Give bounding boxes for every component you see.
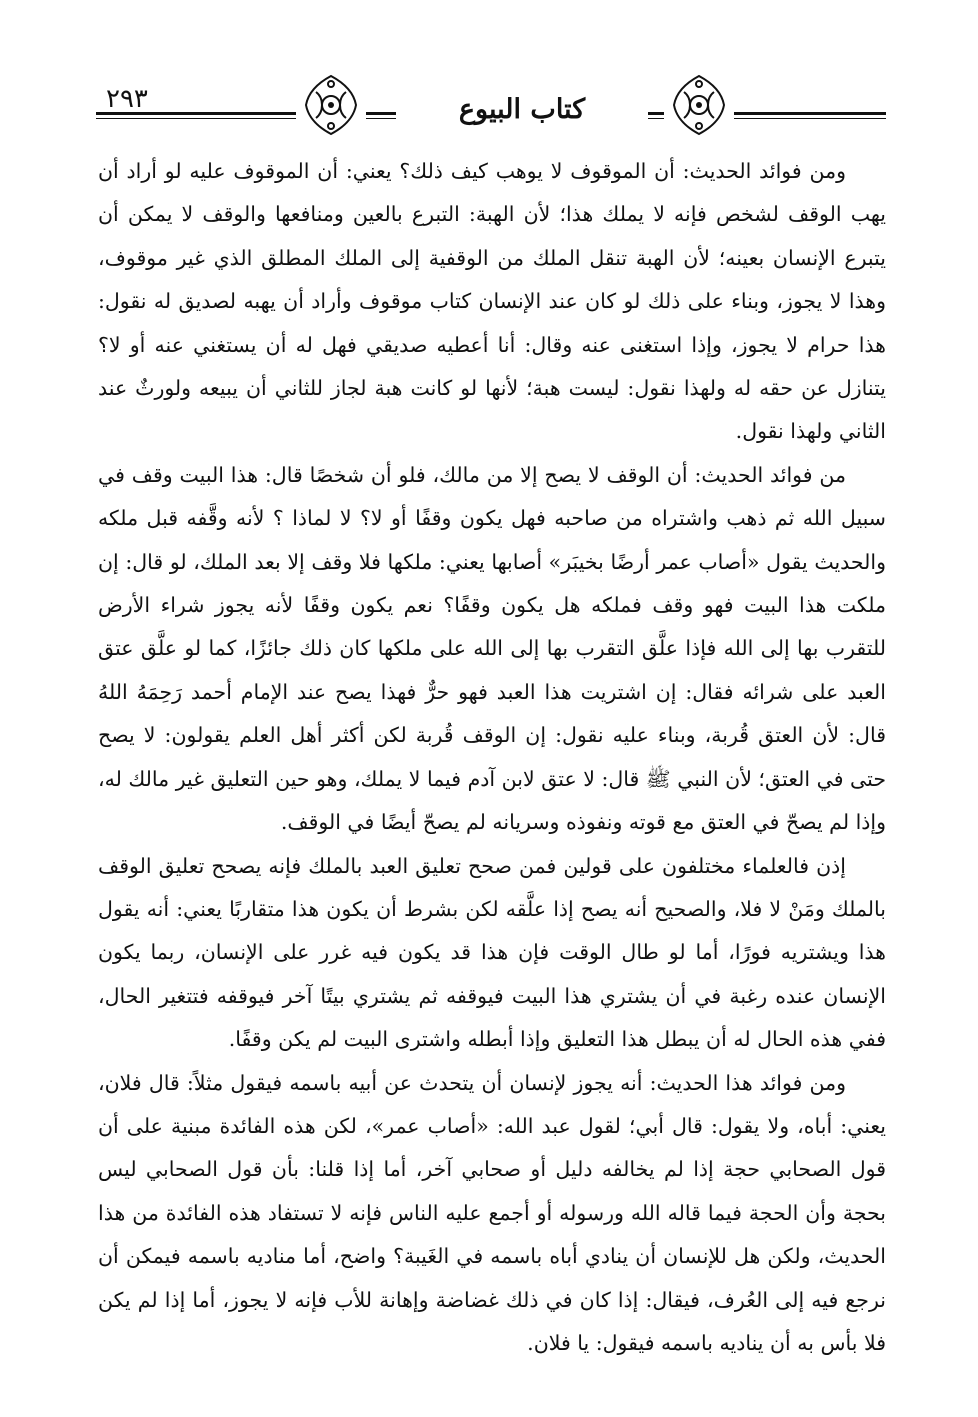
paragraph: من فوائد الحديث: أن الوقف لا يصح إلا من مالك، فلو أن شخصًا قال: هذا البيت وقف في سبيل الله ثم ذهب واشتراه من صاحبه فهل يكون وقفًا أو لا؟ لا لماذا ؟ لأنه وقَّفه قبل ملكه والحديث يقول «أصاب عمر أرضًا بخيبَر» أصابها يعني: ملكها فلا وقف إلا بعد الملك، لو قال: إن ملكت هذا البيت فهو وقف فملكه هل يكون وقفًا؟ نعم يكون وقفًا لأنه يجوز شراء الأرض للتقرب بها إلى الله فإذا علَّق التقرب بها إلى الله على ملكها كان ذلك جائزًا، كما لو علَّق عتق العبد على شرائه فقال: إن اشتريت هذا العبد فهو حرٌّ فهذا يصح عند الإمام أحمد رَحِمَهُ اللهُ قال: لأن العتق قُربة، وبناء عليه نقول: إن الوقف قُربة لكن أكثر أهل العلم يقولون: لا يصح حتى في العتق؛ لأن النبي ﷺ قال: لا عتق لابن آدم فيما لا يملك، وهو حين التعليق غير مالك له، وإذا لم يصحّ في العتق مع قوته ونفوذه وسريانه لم يصحّ أيضًا في الوقف. (98, 462, 886, 835)
page-number: ٢٩٣ (106, 84, 148, 114)
paragraph: ومن فوائد الحديث: أن الموقوف لا يوهب كيف ذلك؟ يعني: أن الموقوف عليه لو أراد أن يهب الوقف لشخص فإنه لا يملك هذا؛ لأن الهبة: التبرع بالعين ومنافعها والوقف لا يمكن أن يتبرع الإنسان بعينه؛ لأن الهبة تنقل الملك من الوقفية إلى الملك المطلق الذي غير موقوف، وهذا لا يجوز، وبناء على ذلك لو كان عند الإنسان كتاب موقوف وأراد أن يهبه لصديق له نقول: هذا حرام لا يجوز، وإذا استغنى عنه وقال: أنا أعطيه صديقي فهل له أن يستغني عنه أو لا؟ يتنازل عن حقه له ولهذا نقول: ليست هبة؛ لأنها لو كانت هبة لجاز للثاني أن يبيعه ولورثٌ عند الثاني ولهذا نقول. (98, 159, 886, 444)
paragraph: ومن فوائد هذا الحديث: أنه يجوز لإنسان أن يتحدث عن أبيه باسمه فيقول مثلاً: قال فلان، يعني: أباه، ولا يقول: قال أبي؛ لقول عبد الله: «أصاب عمر»، لكن هذه الفائدة مبنية على أن قول الصحابي حجة إذا لم يخالفه دليل أو صحابي آخر، أما إذا قلنا: بأن قول الصحابي ليس بحجة وأن الحجة فيما قاله الله ورسوله أو أجمع عليه الناس فإنه لا تستفاد هذه الفائدة من هذا الحديث، ولكن هل للإنسان أن ينادي أباه باسمه في الغَيبة؟ واضح، أما مناديه باسمه فيمكن أن نرجع فيه إلى العُرف، فيقال: إذا كان في ذلك غضاضة وإهانة للأب فإنه لا يجوز، أما إذا لم يكن فلا بأس به أن يناديه باسمه فيقول: يا فلان. (98, 1070, 886, 1355)
paragraph: إذن فالعلماء مختلفون على قولين فمن صحح تعليق العبد بالملك فإنه يصحح تعليق الوقف بالملك ومَنْ لا فلا، والصحيح أنه يصح إذا علَّقه لكن بشرط أن يكون هذا متقاربًا يعني: أنه يقول هذا ويشتريه فورًا، أما لو طال الوقت فإن هذا قد يكون فيه غرر على الإنسان، ربما يكون الإنسان عنده رغبة في أن يشتري هذا البيت فيوقفه ثم يشتري بيتًا آخر فيوقفه فتتغير الحال، ففي هذه الحال له أن يبطل هذا التعليق وإذا أبطله واشترى البيت لم يكن وقفًا. (98, 853, 886, 1052)
page-body (98, 150, 886, 1365)
ornament-right-icon (664, 72, 734, 138)
chapter-title: كتاب البيوع (396, 94, 648, 125)
ornament-left-icon (296, 72, 366, 138)
page-header (96, 70, 886, 144)
